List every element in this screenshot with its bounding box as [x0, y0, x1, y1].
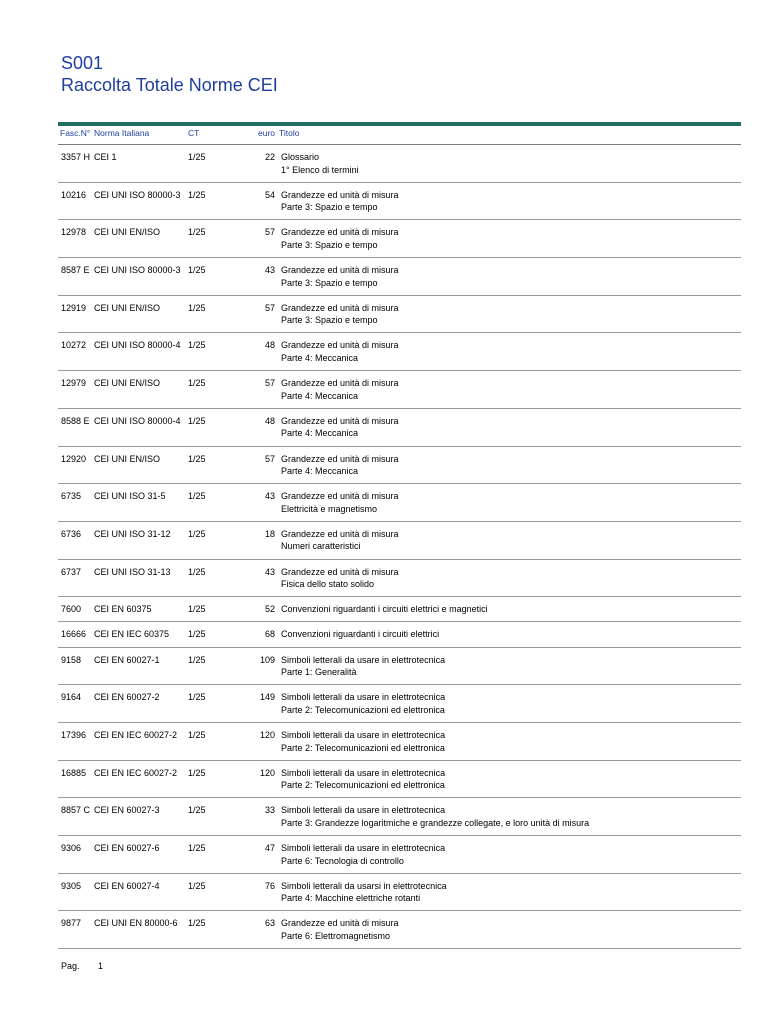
price-cell: 149: [259, 692, 275, 703]
norma-cell: CEI EN 60027-1: [94, 654, 160, 665]
price-cell: 68: [264, 629, 275, 640]
subtitle-line: Parte 6: Tecnologia di controllo: [281, 855, 404, 866]
fasc-cell: 12919: [61, 302, 87, 313]
table-row: [58, 648, 741, 686]
fasc-cell: 12978: [61, 227, 87, 238]
fasc-cell: 6737: [61, 566, 82, 577]
title-line: Convenzioni riguardanti i circuiti elettrici: [281, 629, 440, 640]
column-header-row: [0, 128, 768, 140]
price-cell: 47: [264, 843, 275, 854]
table-row: [58, 145, 741, 183]
norma-cell: CEI UNI EN 80000-6: [94, 918, 178, 929]
table-row: [58, 409, 741, 447]
fasc-cell: 12920: [61, 453, 87, 464]
subtitle-line: Parte 3: Spazio e tempo: [281, 315, 378, 326]
table-row: [58, 836, 741, 874]
title-cell: [281, 654, 445, 679]
table-row: [58, 798, 741, 836]
table-row: [58, 296, 741, 334]
norma-cell: CEI EN IEC 60027-2: [94, 730, 178, 740]
title-line: Simboli letterali da usare in elettrotecnica: [281, 730, 446, 740]
title-line: Simboli letterali da usare in elettrotecnica: [281, 692, 446, 703]
ct-cell: 1/25: [188, 491, 206, 502]
subtitle-line: Parte 4: Meccanica: [281, 390, 359, 401]
fasc-cell: 10216: [61, 189, 87, 200]
column-norma: Norma Italiana: [94, 128, 150, 138]
subtitle-line: Parte 4: Meccanica: [281, 428, 359, 439]
page-number: 1: [98, 961, 104, 971]
title-cell: [281, 490, 399, 515]
ct-cell: 1/25: [188, 880, 206, 891]
title-cell: [281, 804, 589, 829]
title-cell: [281, 415, 399, 440]
price-cell: 48: [264, 415, 275, 426]
table-row: [58, 911, 741, 949]
subtitle-line: Parte 4: Macchine elettriche rotanti: [281, 893, 421, 904]
norma-cell: CEI 1: [94, 152, 117, 162]
fasc-cell: 6735: [61, 491, 82, 502]
table-row: [58, 183, 741, 221]
title-cell: [281, 566, 399, 591]
fasc-cell: 8588 E: [61, 415, 90, 426]
title-cell: [281, 880, 447, 905]
title-line: Grandezze ed unità di misura: [281, 528, 399, 539]
title-cell: [281, 628, 439, 641]
price-cell: 43: [264, 566, 275, 577]
title-line: Simboli letterali da usare in elettrotecnica: [281, 767, 446, 778]
fasc-cell: 9305: [61, 880, 82, 891]
price-cell: 22: [264, 152, 275, 162]
column-fasc: Fasc.N°: [60, 128, 91, 138]
title-line: Grandezze ed unità di misura: [281, 415, 399, 426]
column-titolo: Titolo: [279, 128, 300, 138]
price-cell: 48: [264, 340, 275, 351]
table-row: [58, 622, 741, 647]
fasc-cell: 17396: [61, 730, 87, 740]
price-cell: 57: [264, 302, 275, 313]
title-line: Grandezze ed unità di misura: [281, 340, 399, 351]
title-line: Simboli letterali da usarsi in elettrotecnica: [281, 880, 447, 891]
subtitle-line: Parte 2: Telecomunicazioni ed elettronica: [281, 742, 445, 753]
subtitle-line: Parte 2: Telecomunicazioni ed elettronica: [281, 780, 445, 791]
norma-cell: CEI UNI EN/ISO: [94, 302, 161, 313]
price-cell: 52: [264, 604, 275, 615]
table-row: [58, 522, 741, 560]
fasc-cell: 9158: [61, 654, 82, 665]
title-line: Grandezze ed unità di misura: [281, 491, 399, 502]
document-code: S001: [61, 53, 104, 73]
ct-cell: 1/25: [188, 453, 206, 464]
title-line: Grandezze ed unità di misura: [281, 302, 399, 313]
title-cell: [281, 917, 399, 942]
column-euro: euro: [258, 128, 276, 138]
price-cell: 54: [264, 189, 275, 200]
norma-cell: CEI EN 60375: [94, 604, 152, 615]
norma-cell: CEI EN IEC 60027-2: [94, 767, 178, 778]
title-line: Glossario: [281, 152, 320, 162]
ct-cell: 1/25: [188, 378, 206, 389]
table-row: [58, 484, 741, 522]
subtitle-line: Parte 6: Elettromagnetismo: [281, 930, 391, 941]
title-line: Simboli letterali da usare in elettrotecnica: [281, 805, 446, 816]
ct-cell: 1/25: [188, 189, 206, 200]
fasc-cell: 12979: [61, 378, 87, 389]
title-line: Grandezze ed unità di misura: [281, 227, 399, 238]
fasc-cell: 10272: [61, 340, 87, 351]
title-cell: [281, 453, 399, 478]
title-line: Simboli letterali da usare in elettrotecnica: [281, 843, 446, 854]
price-cell: 57: [264, 453, 275, 464]
norma-cell: CEI UNI ISO 80000-3: [94, 189, 181, 200]
subtitle-line: Parte 3: Spazio e tempo: [281, 277, 378, 288]
title-cell: [281, 339, 399, 364]
norm-list: [0, 145, 768, 949]
price-cell: 109: [259, 654, 275, 665]
price-cell: 33: [264, 805, 275, 816]
title-cell: [281, 729, 445, 754]
subtitle-line: Parte 2: Telecomunicazioni ed elettronica: [281, 704, 445, 715]
table-row: [58, 371, 741, 409]
fasc-cell: 9877: [61, 918, 82, 929]
fasc-cell: 9164: [61, 692, 82, 703]
column-ct: CT: [188, 128, 200, 138]
ct-cell: 1/25: [188, 302, 206, 313]
fasc-cell: 8857 C: [61, 805, 91, 816]
title-cell: [281, 264, 399, 289]
ct-cell: 1/25: [188, 918, 206, 929]
title-cell: [281, 767, 445, 792]
subtitle-line: Parte 3: Spazio e tempo: [281, 239, 378, 250]
title-cell: [281, 226, 399, 251]
title-line: Grandezze ed unità di misura: [281, 378, 399, 389]
page-label: Pag.: [61, 961, 80, 971]
ct-cell: 1/25: [188, 227, 206, 238]
norma-cell: CEI UNI ISO 80000-3: [94, 265, 181, 276]
price-cell: 57: [264, 378, 275, 389]
subtitle-line: Parte 1: Generalità: [281, 667, 357, 678]
ct-cell: 1/25: [188, 152, 206, 162]
price-cell: 43: [264, 265, 275, 276]
title-cell: [281, 377, 399, 402]
subtitle-line: Parte 3: Spazio e tempo: [281, 202, 378, 213]
price-cell: 63: [264, 918, 275, 929]
norma-cell: CEI UNI EN/ISO: [94, 378, 161, 389]
fasc-cell: 6736: [61, 528, 82, 539]
subtitle-line: Fisica dello stato solido: [281, 579, 375, 590]
ct-cell: 1/25: [188, 566, 206, 577]
table-row: [58, 220, 741, 258]
norma-cell: CEI UNI ISO 80000-4: [94, 415, 181, 426]
ct-cell: 1/25: [188, 265, 206, 276]
table-row: [58, 333, 741, 371]
ct-cell: 1/25: [188, 767, 206, 778]
subtitle-line: Parte 4: Meccanica: [281, 352, 359, 363]
title-line: Grandezze ed unità di misura: [281, 265, 399, 276]
fasc-cell: 16666: [61, 629, 87, 640]
price-cell: 76: [264, 880, 275, 891]
title-cell: [281, 528, 399, 553]
subtitle-line: 1° Elenco di termini: [281, 164, 359, 175]
title-cell: [281, 189, 399, 214]
ct-cell: 1/25: [188, 843, 206, 854]
title-cell: [281, 302, 399, 327]
title-line: Grandezze ed unità di misura: [281, 566, 399, 577]
subtitle-line: Parte 4: Meccanica: [281, 466, 359, 476]
header-rule: [58, 122, 741, 126]
ct-cell: 1/25: [188, 730, 206, 740]
title-cell: [281, 842, 445, 867]
price-cell: 18: [264, 528, 275, 539]
ct-cell: 1/25: [188, 415, 206, 426]
ct-cell: 1/25: [188, 528, 206, 539]
norma-cell: CEI UNI EN/ISO: [94, 227, 161, 238]
norma-cell: CEI EN 60027-4: [94, 880, 160, 891]
ct-cell: 1/25: [188, 692, 206, 703]
table-row: [58, 447, 741, 485]
fasc-cell: 8587 E: [61, 265, 90, 276]
title-line: Simboli letterali da usare in elettrotecnica: [281, 654, 446, 665]
ct-cell: 1/25: [188, 604, 206, 615]
title-cell: [281, 603, 488, 616]
subtitle-line: Numeri caratteristici: [281, 541, 361, 552]
title-cell: [281, 151, 359, 176]
document-title: Raccolta Totale Norme CEI: [61, 75, 278, 95]
norma-cell: CEI UNI ISO 31-12: [94, 528, 171, 539]
fasc-cell: 7600: [61, 604, 82, 615]
fasc-cell: 9306: [61, 843, 82, 854]
table-row: [58, 761, 741, 799]
table-row: [58, 685, 741, 723]
price-cell: 120: [259, 767, 275, 778]
table-row: [58, 560, 741, 598]
table-row: [58, 723, 741, 761]
ct-cell: 1/25: [188, 629, 206, 640]
table-row: [58, 258, 741, 296]
title-line: Grandezze ed unità di misura: [281, 918, 399, 929]
norma-cell: CEI EN IEC 60375: [94, 629, 170, 640]
fasc-cell: 3357 H: [61, 152, 91, 162]
norma-cell: CEI EN 60027-6: [94, 843, 160, 854]
norma-cell: CEI UNI ISO 31-5: [94, 491, 166, 502]
title-line: Convenzioni riguardanti i circuiti elettrici e magnetici: [281, 604, 488, 615]
title-line: Grandezze ed unità di misura: [281, 189, 399, 200]
price-cell: 43: [264, 491, 275, 502]
norma-cell: CEI UNI ISO 31-13: [94, 566, 171, 577]
title-cell: [281, 691, 445, 716]
price-cell: 120: [259, 730, 275, 740]
table-row: [58, 874, 741, 912]
title-line: Grandezze ed unità di misura: [281, 453, 399, 464]
norma-cell: CEI EN 60027-2: [94, 692, 160, 703]
ct-cell: 1/25: [188, 340, 206, 351]
subtitle-line: Parte 3: Grandezze logaritmiche e grandezze collegate, e loro unità di misura: [281, 817, 590, 828]
norma-cell: CEI UNI EN/ISO: [94, 453, 161, 464]
ct-cell: 1/25: [188, 654, 206, 665]
fasc-cell: 16885: [61, 767, 87, 778]
table-row: [58, 597, 741, 622]
price-cell: 57: [264, 227, 275, 238]
norma-cell: CEI UNI ISO 80000-4: [94, 340, 181, 351]
norma-cell: CEI EN 60027-3: [94, 805, 160, 816]
subtitle-line: Elettricità e magnetismo: [281, 503, 378, 514]
ct-cell: 1/25: [188, 805, 206, 816]
